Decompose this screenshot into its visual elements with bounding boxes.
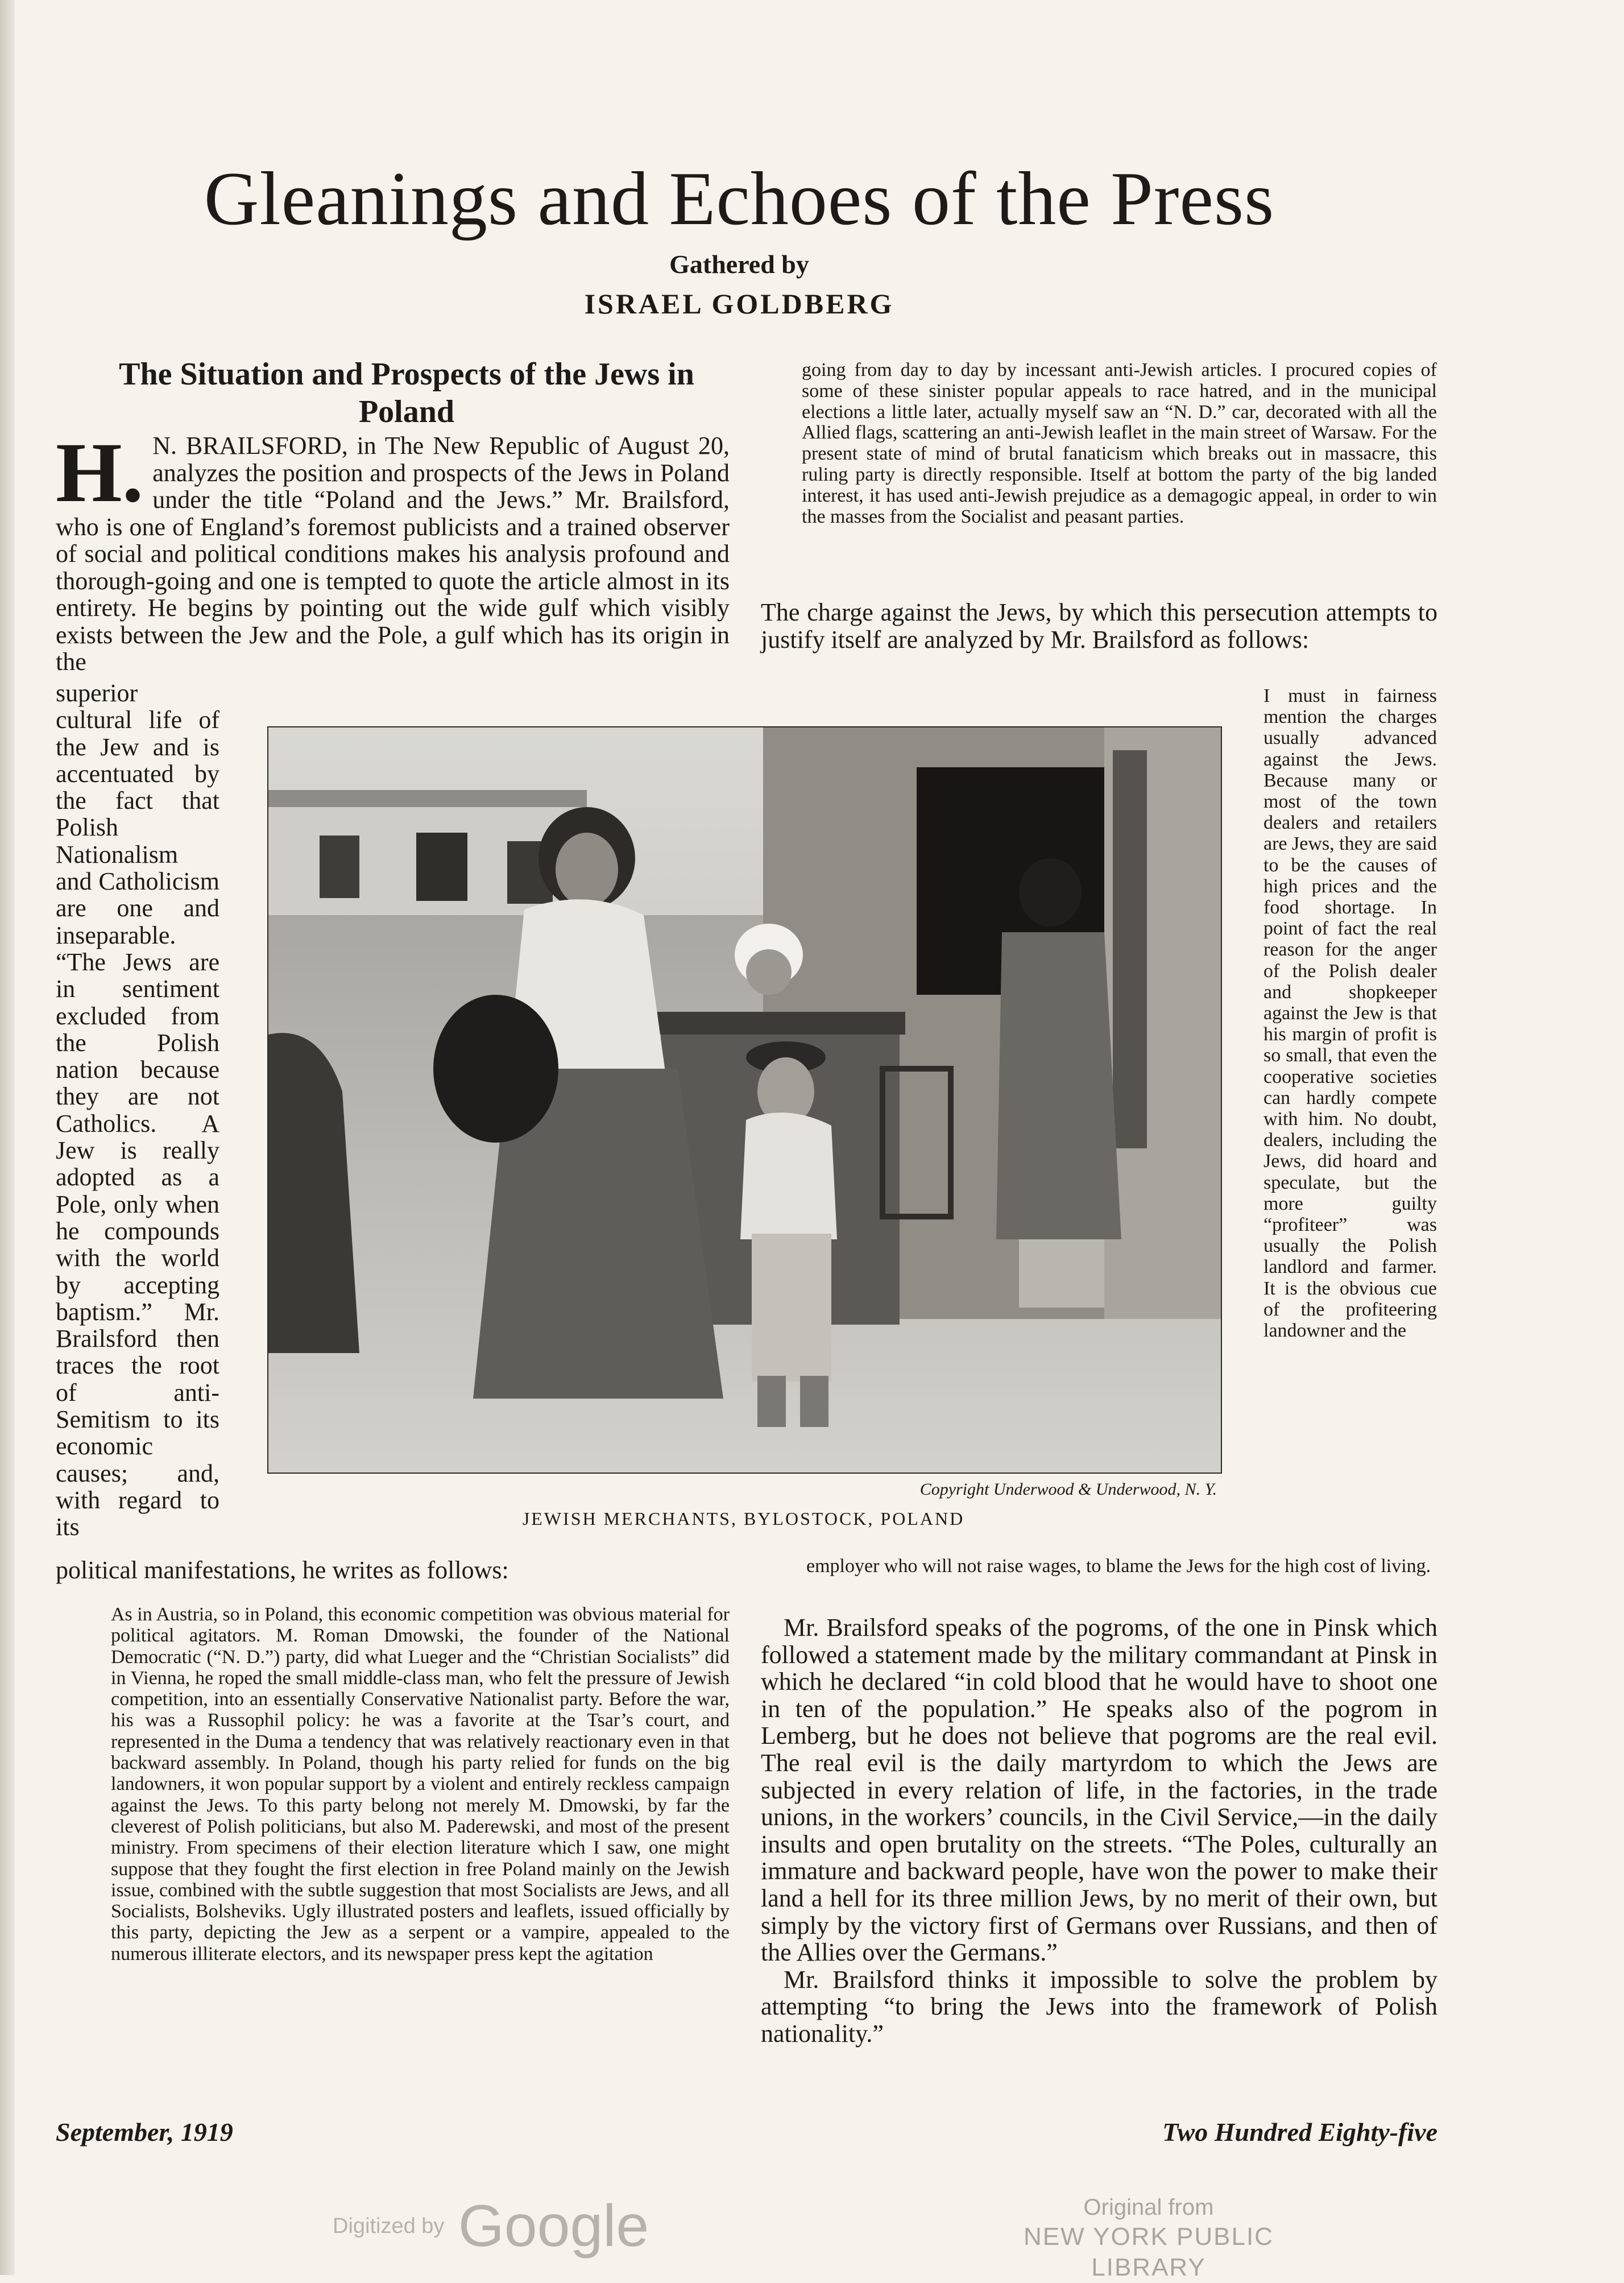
gathered-by-label: Gathered by [669, 250, 809, 279]
library-name: NEW YORK PUBLIC LIBRARY [1024, 2223, 1274, 2281]
article-heading: The Situation and Prospects of the Jews in Poland [119, 357, 694, 429]
author-name: ISRAEL GOLDBERG [584, 288, 894, 320]
page-number: Two Hundred Eighty-five [1162, 2117, 1437, 2146]
pogroms-paragraph: Mr. Brailsford speaks of the pogroms, of the one in Pinsk which followed a statement made by the military commandant at Pinsk in which he declared “in cold blood that he would have to shoot one in ten of the population.” He speaks also of the pogrom in Lemberg, but he does not believe that pogroms are the real evil. The real evil is the daily martyrdom to which the Jews are subjected in every relation of life, in the factories, in the trade unions, in the workers’ councils, in the Civil Service,—in the daily insults and open brutality on the streets. “The Poles, culturally an immature and backward people, have won the power to make their land a hell for its three million Jews, by no merit of their own, but simply by the victory first of Germans over Russians, and then of the Allies over the Germans.” [761, 1614, 1437, 1967]
photo-credit: Copyright Underwood & Underwood, N. Y. [919, 1480, 1217, 1499]
final-paragraph: Mr. Brailsford thinks it impossible to solve the problem by attempting “to bring the Jews into the framework of Polish nationality.” [761, 1965, 1437, 2048]
narrow-left-column: superior cultural life of the Jew and is accentuated by the fact that Polish Nationalism and Catholicism are one and inseparable. “The Jews are in sentiment excluded from the Polish nation because they are not Catholics. A Jew is really adopted as a Pole, only when he compounds with the world by accepting baptism.” Mr. Brailsford then traces the root of anti-Semitism to its economic causes; and, with regard to its [56, 679, 219, 1541]
source-library-watermark [967, 2193, 1331, 2283]
intro-paragraph [56, 425, 730, 676]
intro-text: N. BRAILSFORD, in The New Republic of August 20, analyzes the position and prospects of the Jews in Poland under the title “Poland and the Jews.” Mr. Brailsford, who is one of England’s foremost publicists and a trained observer of social and political conditions makes his analysis profound and thorough-going and one is tempted to quote the article almost in its entirety. He begins by pointing out the wide gulf which visibly exists between the Jew and the Pole, a gulf which has its origin in the [56, 432, 730, 676]
photo-illustration [268, 727, 1221, 1473]
page-title: Gleanings and Echoes of the Press [204, 156, 1275, 241]
original-from-label: Original from [1083, 2195, 1214, 2220]
photo-caption: JEWISH MERCHANTS, BYLOSTOCK, POLAND [522, 1508, 965, 1529]
employer-line: employer who will not raise wages, to blame the Jews for the high cost of living. [806, 1556, 1431, 1577]
political-manifestations-line: political manifestations, he writes as follows: [56, 1556, 509, 1584]
google-logo: Google [458, 2193, 649, 2259]
digitized-by-label: Digitized by [333, 2214, 445, 2238]
photograph-jewish-merchants [267, 726, 1222, 1474]
quote-austria-poland: As in Austria, so in Poland, this economic competition was obvious material for political agitators. M. Roman Dmowski, the founder of the National Democratic (“N. D.”) party, did what Lueger and the “Christian Socialists” did in Vienna, he roped the small middle-class man, who felt the pressure of Jewish competition, into an essentially Conservative Nationalist party. Before the war, his was a Russophil policy: he was a favorite at the Tsar’s court, and represented in the Duma a tendency that was relatively reactionary even in that backward assembly. In Poland, though his party relied for funds on the big landowners, it won popular support by a violent and entirely reckless campaign against the Jews. To this party belong not merely M. Dmowski, by far the cleverest of Polish politicians, but also M. Paderewski, and most of the present ministry. From specimens of their election literature which I saw, one might suppose that they fought the first election in free Poland mainly on the Jewish issue, combined with the subtle suggestion that most Socialists are Jews, and all Socialists, Bolsheviks. Ugly illustrated posters and leaflets, issued officially by this party, depicting the Jew as a serpent or a vampire, appealed to the numerous illiterate electors, and its newspaper press kept the agitation [111, 1604, 730, 1964]
issue-date: September, 1919 [56, 2117, 233, 2146]
pogroms-section [761, 1614, 1437, 2048]
digitized-by-watermark [333, 2193, 649, 2260]
narrow-right-column: I must in fairness mention the charges usually advanced against the Jews. Because many or most of the town dealers and retailers are Jews, they are said to be the causes of high prices and the food shortage. In point of fact the real reason for the anger of the Polish dealer and shopkeeper against the Jew is that his margin of profit is so small, that even the cooperative societies can hardly compete with him. No doubt, dealers, including the Jews, did hoard and speculate, but the more guilty “profiteer” was usually the Polish landlord and farmer. It is the obvious cue of the profiteering landowner and the [1263, 685, 1437, 1342]
page-binding-edge [0, 0, 15, 2275]
charge-paragraph: The charge against the Jews, by which this persecution attempts to justify itself are analyzed by Mr. Brailsford as follows: [761, 598, 1437, 654]
quote-continuation: going from day to day by incessant anti-Jewish articles. I procured copies of some of these sinister popular appeals to race hatred, and in the municipal elections a little later, actually myself saw an “N. D.” car, decorated with all the Allied flags, scattering an anti-Jewish leaflet in the main street of Warsaw. For the present state of mind of brutal fanaticism which breaks out in massacre, this ruling party is directly responsible. Itself at bottom the party of the big landed interest, it has used anti-Jewish prejudice as a demagogic appeal, in order to win the masses from the Socialist and peasant parties. [802, 359, 1437, 527]
drop-cap: H. [56, 425, 144, 520]
